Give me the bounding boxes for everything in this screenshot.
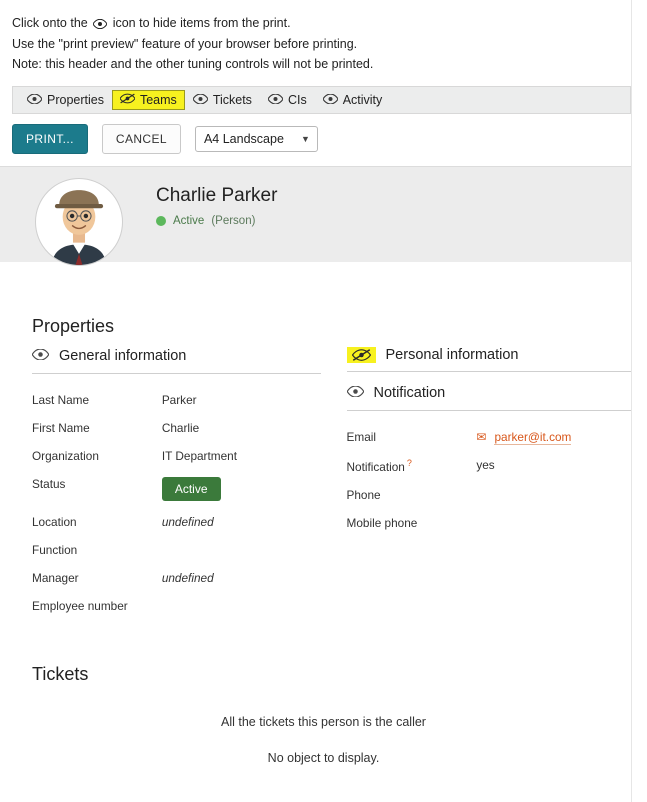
field-row-notification [347,451,636,481]
properties-columns [12,347,635,620]
eye-slash-icon[interactable] [120,93,135,107]
status-class: (Person) [211,215,256,228]
status-dot-icon [156,216,166,226]
eye-icon [93,16,107,35]
action-bar [0,114,647,167]
field-label: Organization [32,449,99,464]
field-row-last-name [32,386,321,414]
field-value: Parker [161,393,197,408]
field-label: Email [346,430,376,445]
field-value [162,592,321,620]
tab-label: Activity [342,93,383,108]
header-spacer [0,262,647,290]
page-title: Charlie Parker [156,185,278,207]
field-label: Location [32,515,77,530]
tab-label: CIs [287,93,307,108]
field-label: Notification [346,460,405,475]
general-information-column [32,347,321,620]
help-line-1-post: icon to hide items from the print. [112,16,291,30]
tab-activity[interactable] [315,90,391,110]
field-row-manager [32,564,321,592]
field-label: Employee number [32,599,128,614]
field-value: undefined [161,515,214,530]
field-row-first-name [32,414,321,442]
help-line-1 [12,14,637,35]
notification-fields [347,423,636,537]
eye-icon[interactable] [347,384,364,402]
cancel-button[interactable]: CANCEL [102,124,181,154]
field-label: Last Name [32,393,90,408]
group-title: Personal information [385,347,519,364]
group-title: Notification [373,385,446,402]
tab-tickets[interactable] [185,90,260,110]
help-line-3: Note: this header and the other tuning controls will not be printed. [12,56,374,71]
general-information-fields [32,386,321,620]
field-row-phone [347,481,636,509]
field-label: Phone [346,488,381,503]
field-value[interactable]: IT Department [161,449,237,464]
tickets-section-title: Tickets [32,664,89,685]
page-right-gutter [631,0,647,802]
field-row-location [32,508,321,536]
field-row-status [32,470,321,508]
help-line-1-pre: Click onto the [12,16,88,30]
status-badge [156,215,255,227]
field-label: Function [32,543,78,558]
status-badge-active: Active [162,477,221,501]
group-title: General information [59,348,187,365]
personal-information-header [347,347,636,372]
field-value-wrap [476,423,635,451]
field-row-email [347,423,636,451]
field-label: First Name [32,421,90,436]
field-row-employee-number [32,592,321,620]
status-state: Active [173,215,205,228]
field-value: undefined [161,571,214,586]
field-value [476,481,635,509]
tickets-empty-message: No object to display. [267,751,380,766]
field-row-function [32,536,321,564]
avatar [35,178,123,266]
eye-icon[interactable] [193,93,208,107]
tab-label: Properties [47,93,104,108]
general-information-header [32,347,321,374]
tab-teams[interactable] [112,90,185,110]
help-icon[interactable]: ? [406,458,412,469]
page-layout-select-wrap [195,126,318,152]
eye-icon[interactable] [32,347,49,365]
email-link[interactable]: parker@it.com [494,430,572,445]
field-label: Manager [32,571,79,586]
print-button[interactable]: PRINT... [12,124,88,154]
help-line-2: Use the "print preview" feature of your browser before printing. [12,37,358,52]
tickets-note: All the tickets this person is the caller [221,715,426,730]
field-value [162,536,321,564]
eye-icon[interactable] [27,93,42,107]
envelope-icon: ✉ [476,430,487,445]
eye-slash-icon[interactable] [347,347,376,363]
tab-properties[interactable] [19,90,112,110]
personal-information-column [347,347,636,620]
field-value-wrap [162,470,321,508]
field-label-wrap [347,451,477,481]
content-body [0,316,647,765]
tab-label: Teams [139,93,177,108]
field-label: Mobile phone [346,516,418,531]
page-layout-select[interactable] [195,126,318,152]
field-label: Status [32,477,66,492]
field-value [476,509,635,537]
notification-header [347,384,636,411]
print-sections-tabbar [12,86,631,114]
field-row-mobile-phone [347,509,636,537]
chevron-down-icon: ▼ [301,134,310,145]
object-header [0,167,647,262]
properties-section-title: Properties [32,316,115,337]
field-value: Charlie [161,421,200,436]
field-value: yes [476,458,495,473]
help-text-block [0,0,647,84]
eye-icon[interactable] [323,93,338,107]
tab-label: Tickets [212,93,252,108]
tab-cis[interactable] [260,90,315,110]
eye-icon[interactable] [268,93,283,107]
field-row-organization [32,442,321,470]
